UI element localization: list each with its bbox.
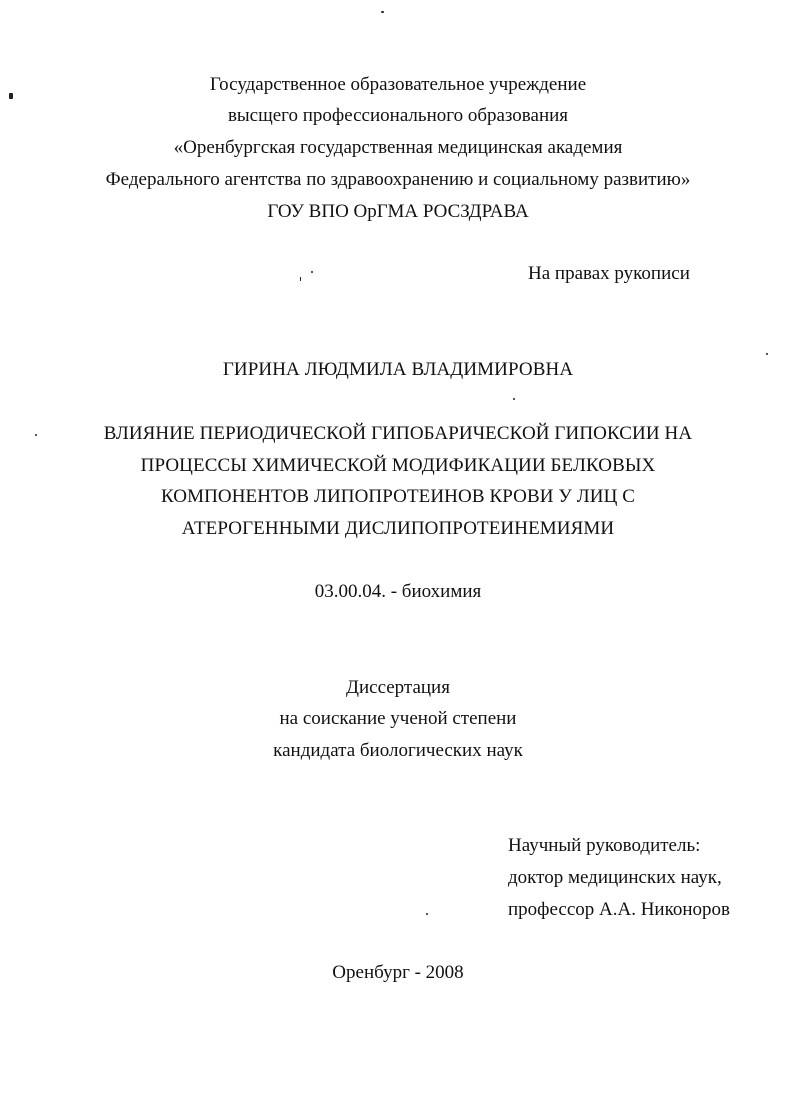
supervisor-line-1: Научный руководитель: — [508, 835, 701, 856]
scan-speck — [766, 353, 768, 355]
institution-line-2: высщего профессионального образования — [227, 105, 569, 126]
title-line-2: ПРОЦЕССЫ ХИМИЧЕСКОЙ МОДИФИКАЦИИ БЕЛКОВЫХ — [140, 455, 656, 476]
scan-speck — [311, 271, 313, 273]
supervisor-line-3: профессор А.А. Никоноров — [508, 899, 730, 920]
scan-speck — [300, 277, 301, 281]
title-line-3: КОМПОНЕНТОВ ЛИПОПРОТЕИНОВ КРОВИ У ЛИЦ С — [160, 486, 636, 507]
title-line-4: АТЕРОГЕННЫМИ ДИСЛИПОПРОТЕИНЕМИЯМИ — [181, 518, 615, 539]
scan-speck — [426, 913, 428, 915]
degree-line-2: на соискание ученой степени — [279, 708, 517, 729]
supervisor-line-2: доктор медицинских наук, — [508, 867, 722, 888]
institution-line-3: «Оренбургская государственная медицинская академия — [173, 137, 623, 158]
institution-line-1: Государственное образовательное учреждение — [209, 74, 587, 95]
city-year: Оренбург - 2008 — [332, 962, 464, 983]
title-line-1: ВЛИЯНИЕ ПЕРИОДИЧЕСКОЙ ГИПОБАРИЧЕСКОЙ ГИПОКСИИ НА — [103, 423, 693, 444]
specialty-code: 03.00.04. - биохимия — [314, 581, 482, 602]
degree-line-1: Диссертация — [346, 677, 450, 698]
author-name: ГИРИНА ЛЮДМИЛА ВЛАДИМИРОВНА — [222, 359, 574, 380]
scan-speck — [381, 11, 384, 13]
institution-line-5: ГОУ ВПО ОрГМА РОСЗДРАВА — [267, 201, 529, 222]
manuscript-note: На правах рукописи — [528, 263, 690, 284]
scan-speck — [513, 398, 515, 400]
institution-line-4: Федерального агентства по здравоохранению и социальному развитию» — [105, 169, 691, 190]
degree-line-3: кандидата биологических наук — [273, 740, 523, 761]
